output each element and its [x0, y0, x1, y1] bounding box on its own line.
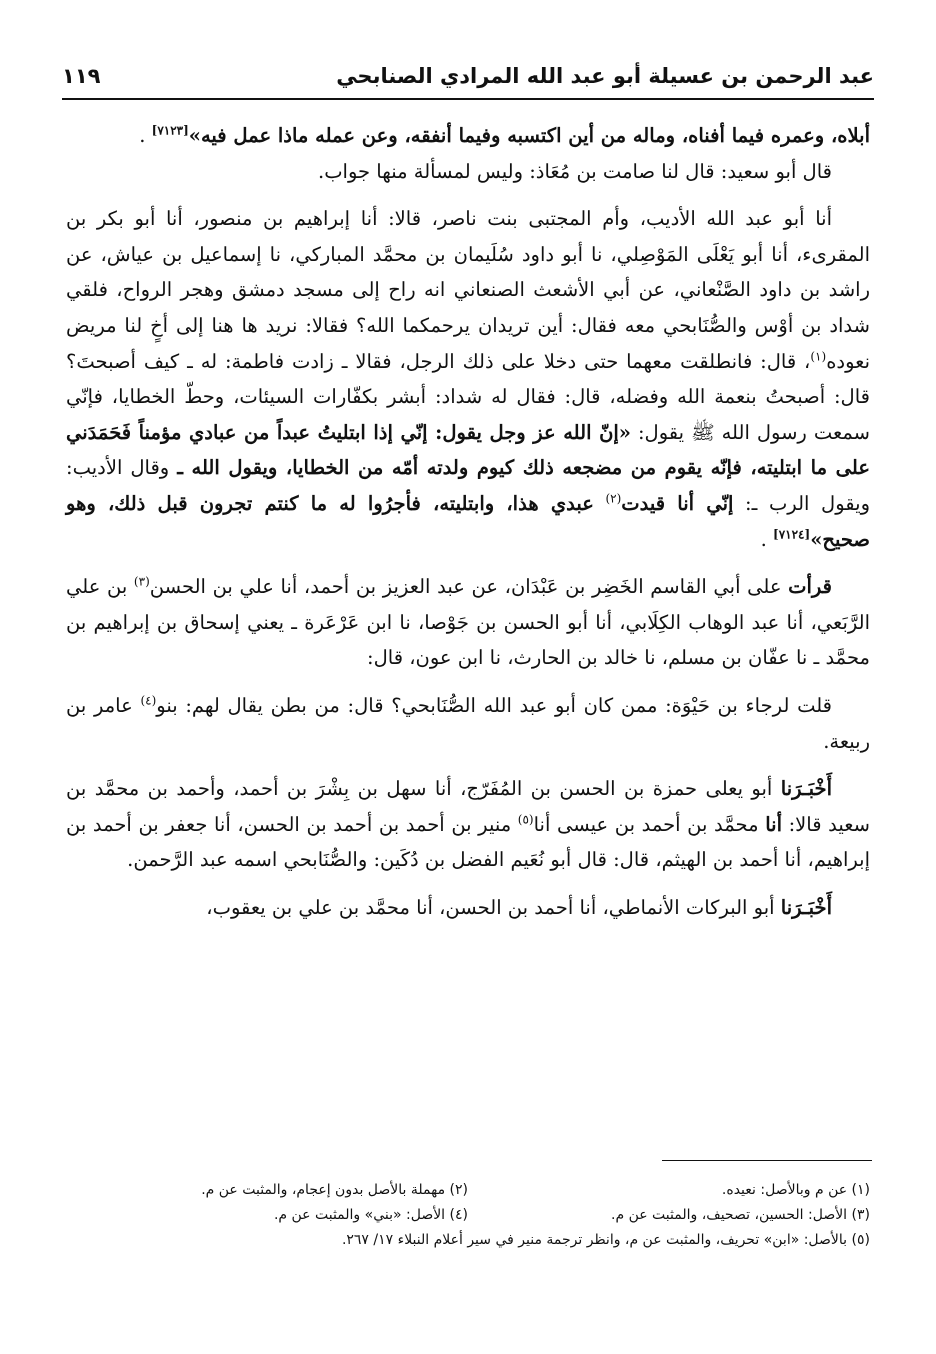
footnote-text: مهملة بالأصل بدون إعجام، والمثبت عن م. [201, 1182, 446, 1198]
footnote-separator [662, 1160, 872, 1161]
hadith-ref: [٧١٢٣] [151, 123, 189, 138]
hadith-text: «إنّ الله عز وجل يقول: إنّي إذا ابتليتُ عبداً من عبادي مؤمناً فَحَمَدَني على ما ابتليته، فإنّه يقوم من مضجعه ذلك كيوم ولدته أمّه من الخطايا، ويقول الله ـ [66, 420, 870, 480]
paragraph-text: وقال الأديب: ويقول الرب ـ: [66, 456, 871, 515]
paragraph-text: منير بن أحمد بن أحمد بن الحسن، أنا جعفر بن أحمد بن إبراهيم، أنا أحمد بن الهيثم، قال: قال أبو نُعَيم الفضل بن دُكَين: والصُّنَابحي اسمه عبد الرَّحمن. [66, 812, 870, 872]
footnote-number: (٤) [449, 1207, 468, 1223]
footnote-number: (٢) [449, 1182, 468, 1198]
footnote-marker: (٢) [605, 491, 622, 506]
footnote-row [66, 1178, 870, 1203]
hadith-text: عبدي هذا، وابتليته، فأجرُوا له ما كنتم تجرون قبل ذلك، وهو صحيح» [66, 491, 870, 551]
paragraph-lead: أَخْبَـرَنا [780, 895, 832, 919]
footnote-marker: (٣) [133, 574, 150, 589]
punct: . [760, 527, 767, 551]
hadith-text: أبلاه، وعمره فيما أفناه، وماله من أين اكتسبه وفيما أنفقه، وعن عمله ماذا عمل فيه» [188, 124, 870, 147]
footnote-number: (٣) [851, 1207, 870, 1223]
paragraph-text: أبو البركات الأنماطي، أنا أحمد بن الحسن، أنا محمَّد بن علي بن يعقوب، [206, 895, 775, 919]
paragraph-lead: قرأت [788, 575, 832, 599]
paragraph-text: عامر بن ربيعة. [66, 693, 870, 753]
footnote-3 [468, 1203, 870, 1228]
footnote-marker: (١) [810, 349, 827, 364]
footnote-5 [66, 1228, 870, 1253]
paragraph-text: أنا أبو عبد الله الأديب، وأم المجتبى بنت ناصر، قالا: أنا إبراهيم بن منصور، أنا أبو بكر بن المقرىء، أنا أبو يَعْلَى المَوْصِلي، نا أبو داود سُلَيمان بن محمَّد المباركي، نا إسماعيل بن عياش، عن راشد بن داود الصَّنْعاني، عن أبي الأشعث الصنعاني انه راح إلى مسجد دمشق وهجر الرواح، فلقي شداد بن أوْس والصُّنَابحي معه فقال: أين تريدان يرحمكما الله؟ فقالا: نريد ها هنا إلى أخٍ لنا مريض نعوده [66, 207, 870, 373]
footnote-text: الأصل: الحسين، تصحيف، والمثبت عن م. [611, 1207, 848, 1223]
paragraph-1 [66, 118, 870, 154]
paragraph-text: قال أبو سعيد: قال لنا صامت بن مُعَاذ: وليس لمسألة منها جواب. [318, 159, 832, 183]
footnote-text: بالأصل: «ابن» تحريف، والمثبت عن م، وانظر ترجمة منير في سير أعلام النبلاء ١٧/ ٢٦٧. [341, 1232, 848, 1248]
footnotes [66, 1178, 870, 1253]
footnote-marker: (٤) [140, 693, 157, 708]
footnote-row [66, 1228, 870, 1253]
paragraph-7 [66, 890, 870, 926]
paragraph-5 [66, 688, 870, 759]
paragraph-text: بن علي الرَّبَعي، أنا عبد الوهاب الكِلَابي، أنا أبو الحسن بن جَوْصا، نا ابن عَرْعَرة ـ يعني إسحاق بن إبراهيم بن محمَّد ـ نا عفّان بن مسلم، نا خالد بن الحارث، نا ابن عون، قال: [66, 575, 870, 670]
running-header [62, 58, 874, 100]
page-number: ١١٩ [62, 64, 101, 88]
footnote-marker: (٥) [517, 812, 534, 827]
paragraph-text: ، قال: فانطلقت معهما حتى دخلا على ذلك الرجل، فقالا ـ زادت فاطمة: له ـ كيف أصبحتَ؟ قال: أصبحتُ بنعمة الله وفضله، قال: فقال له شداد: أبشر بكفّارات السيئات، وحطّ الخطايا، فإنّي سمعت رسول الله ﷺ يقول: [66, 349, 870, 444]
paragraph-lead: أَخْبَـرَنا [780, 777, 832, 801]
paragraph-lead: أنا [765, 812, 782, 836]
paragraph-6 [66, 771, 870, 878]
punct: . [139, 124, 146, 147]
footnote-number: (١) [851, 1182, 870, 1198]
footnote-number: (٥) [851, 1232, 870, 1248]
paragraph-text: قلت لرجاء بن حَيْوَة: ممن كان أبو عبد الله الصُّنَابحي؟ قال: من بطن يقال لهم: بنو [156, 693, 832, 717]
hadith-ref: [٧١٢٤] [773, 527, 811, 542]
paragraph-3 [66, 201, 870, 557]
paragraph-4 [66, 569, 870, 676]
hadith-text: إنّي أنا قيدت [621, 491, 734, 515]
footnote-4 [66, 1203, 468, 1228]
footnote-row [66, 1203, 870, 1228]
paragraph-text: على أبي القاسم الخَضِر بن عَبْدَان، عن عبد العزيز بن أحمد، أنا علي بن الحسن [149, 575, 782, 599]
header-title: عبد الرحمن بن عسيلة أبو عبد الله المرادي الصنابحي [336, 64, 874, 88]
footnote-1 [468, 1178, 870, 1203]
footnote-2 [66, 1178, 468, 1203]
main-text [66, 118, 870, 925]
paragraph-text: محمَّد بن أحمد بن عيسى أنا [533, 812, 759, 836]
paragraph-2 [66, 154, 870, 190]
paragraph-text: أبو يعلى حمزة بن الحسن بن المُفَرّج، أنا سهل بن بِشْرَ بن أحمد، وأحمد بن محمَّد بن سعيد قالا: [66, 777, 871, 836]
footnote-text: الأصل: «بني» والمثبت عن م. [273, 1207, 446, 1223]
footnote-text: عن م وبالأصل: نعيده. [721, 1182, 848, 1198]
